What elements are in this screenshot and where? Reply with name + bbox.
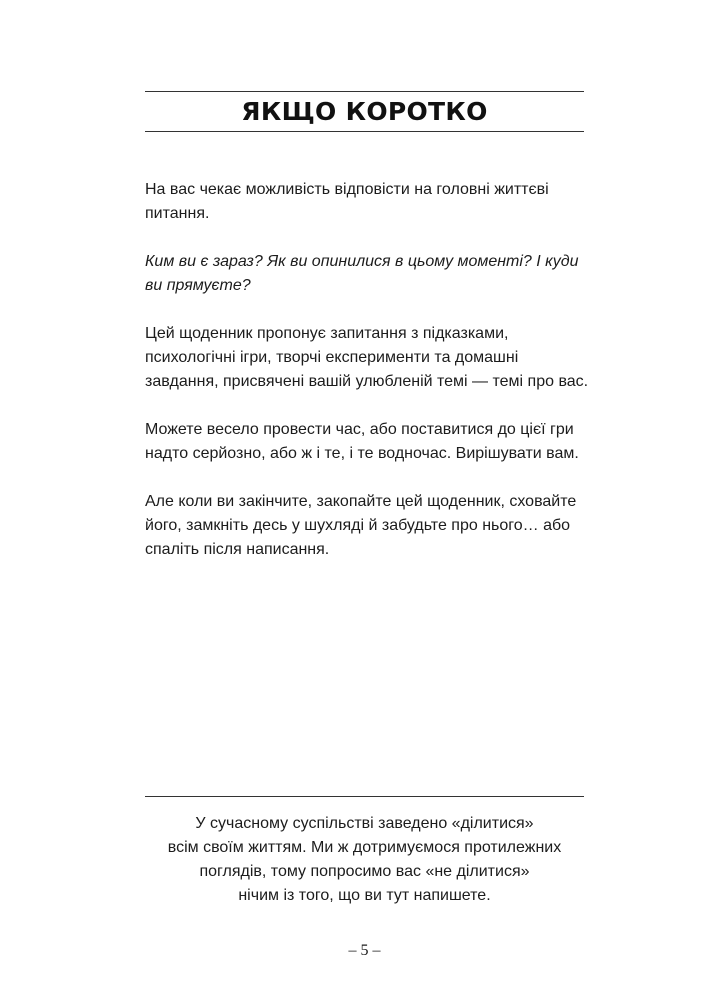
paragraph-intro: На вас чекає можливість відповісти на головні життєві питання. bbox=[145, 181, 549, 222]
footnote-line: всім своїм життям. Ми ж дотримуємося протилежних bbox=[167, 839, 562, 856]
footnote-rule bbox=[145, 796, 584, 797]
title-top-rule bbox=[145, 91, 584, 92]
paragraph-ending: Але коли ви закінчите, закопайте цей щоденник, сховайте його, замкніть десь у шухляді й забудьте про нього… або спаліть після написання. bbox=[145, 493, 577, 558]
paragraph-questions: Ким ви є зараз? Як ви опинилися в цьому моменті? І куди ви прямуєте? bbox=[145, 253, 579, 294]
paragraph-approach: Можете весело провести час, або поставитися до цієї гри надто серйозно, або ж і те, і те водночас. Вирішувати вам. bbox=[145, 421, 579, 462]
page-number: – 5 – bbox=[348, 942, 381, 959]
footnote-line: поглядів, тому попросимо вас «не ділитися» bbox=[199, 863, 530, 880]
body-text bbox=[145, 178, 590, 586]
footnote bbox=[145, 812, 584, 908]
page-title: ЯКЩО КОРОТКО bbox=[241, 97, 488, 126]
footnote-line: нічим із того, що ви тут напишете. bbox=[238, 887, 491, 904]
footnote-line: У сучасному суспільстві заведено «ділитися» bbox=[195, 815, 534, 832]
title-bottom-rule bbox=[145, 131, 584, 132]
paragraph-contents: Цей щоденник пропонує запитання з підказками, психологічні ігри, творчі експерименти та домашні завдання, присвячені вашій улюбленій темі — темі про вас. bbox=[145, 325, 589, 390]
